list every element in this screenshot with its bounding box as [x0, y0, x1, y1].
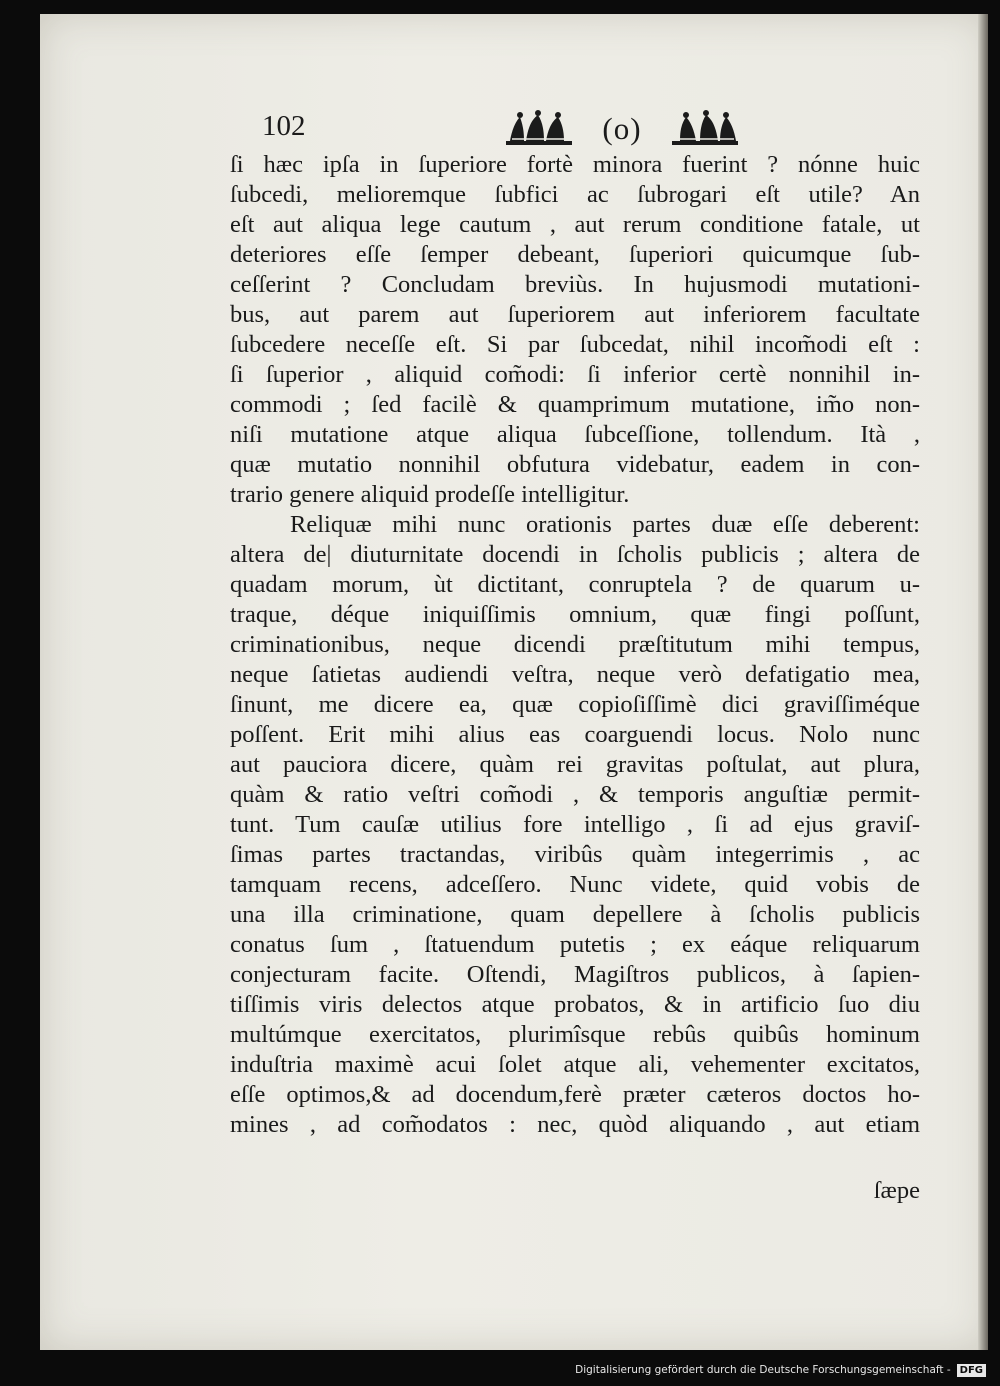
text-line: una illa criminatione, quam depellere à ſcholis publicis — [230, 901, 920, 928]
page-spine-shadow — [978, 14, 988, 1350]
right-vignette-icon — [668, 109, 742, 149]
text-line: ſinunt, me dicere ea, quæ copioſiſſimè dici graviſſiméque — [230, 691, 920, 718]
text-line: ſi ſuperior , aliquid com̃odi: ſi inferior certè nonnihil in- — [230, 361, 920, 388]
text-line: commodi ; ſed facilè & quamprimum mutatione, im̃o non- — [230, 391, 920, 418]
text-line: criminationibus, neque dicendi præſtitutum mihi tempus, — [230, 631, 920, 658]
digitization-footer — [575, 1360, 986, 1380]
page-number: 102 — [262, 110, 306, 142]
text-line: neque ſatietas audiendi veſtra, neque verò defatigatio mea, — [230, 661, 920, 688]
text-line: quæ mutatio nonnihil obfutura videbatur, eadem in con- — [230, 451, 920, 478]
text-line: eſt aut aliqua lege cautum , aut rerum conditione fatale, ut — [230, 211, 920, 238]
text-line: conjecturam facite. Oſtendi, Magiſtros publicos, à ſapien- — [230, 961, 920, 988]
text-line: quàm & ratio veſtri com̃odi , & temporis anguſtiæ permit- — [230, 781, 920, 808]
text-line: ceſſerint ? Concludam breviùs. In hujusmodi mutationi- — [230, 271, 920, 298]
text-line: eſſe optimos,& ad docendum,ferè præter cæteros doctos ho- — [230, 1081, 920, 1108]
text-line: aut pauciora dicere, quàm rei gravitas poſtulat, aut plura, — [230, 751, 920, 778]
text-line: induſtria maximè acui ſolet atque ali, vehementer excitatos, — [230, 1051, 920, 1078]
ornament-center: (o) — [602, 111, 642, 146]
text-line: altera de| diuturnitate docendi in ſcholis publicis ; altera de — [230, 541, 920, 568]
text-line: tamquam recens, adceſſero. Nunc videte, quid vobis de — [230, 871, 920, 898]
dfg-logo: DFG — [957, 1364, 986, 1377]
text-line: deteriores eſſe ſemper debeant, ſuperiori quicumque ſub- — [230, 241, 920, 268]
page-header — [262, 106, 962, 152]
text-line: ſubcedere neceſſe eſt. Si par ſubcedat, nihil incom̃odi eſt : — [230, 331, 920, 358]
paragraph-start-line: Reliquæ mihi nunc orationis partes duæ eſſe deberent: — [290, 511, 920, 538]
body-text — [230, 150, 920, 1140]
text-line: trario genere aliquid prodeſſe intelligitur. — [230, 481, 630, 508]
text-line: niſi mutatione atque aliqua ſubceſſione, tollendum. Ità , — [230, 421, 920, 448]
text-line: conatus ſum , ſtatuendum putetis ; ex eáque reliquarum — [230, 931, 920, 958]
left-vignette-icon — [502, 109, 576, 149]
text-line: multúmque exercitatos, plurimîsque rebûs quibûs hominum — [230, 1021, 920, 1048]
text-line: tunt. Tum cauſæ utilius fore intelligo , ſi ad ejus graviſ- — [230, 811, 920, 838]
text-line: quadam morum, ùt dictitant, conruptela ? de quarum u- — [230, 571, 920, 598]
text-line: ſi hæc ipſa in ſuperiore fortè minora fuerint ? nónne huic — [230, 151, 920, 178]
funding-notice: Digitalisierung gefördert durch die Deutsche Forschungsgemeinschaft - — [575, 1364, 951, 1376]
text-line: ſubcedi, melioremque ſubfici ac ſubrogari eſt utile? An — [230, 181, 920, 208]
catchword: ſæpe — [873, 1177, 920, 1204]
header-ornament — [502, 106, 742, 152]
text-line: tiſſimis viris delectos atque probatos, & in artificio ſuo diu — [230, 991, 920, 1018]
text-line: poſſent. Erit mihi alius eas coarguendi locus. Nolo nunc — [230, 721, 920, 748]
text-line: bus, aut parem aut ſuperiorem aut inferiorem facultate — [230, 301, 920, 328]
text-line: traque, déque iniquiſſimis omnium, quæ fingi poſſunt, — [230, 601, 920, 628]
text-line: mines , ad com̃odatos : nec, quòd aliquando , aut etiam — [230, 1111, 920, 1138]
text-line: ſimas partes tractandas, viribûs quàm integerrimis , ac — [230, 841, 920, 868]
